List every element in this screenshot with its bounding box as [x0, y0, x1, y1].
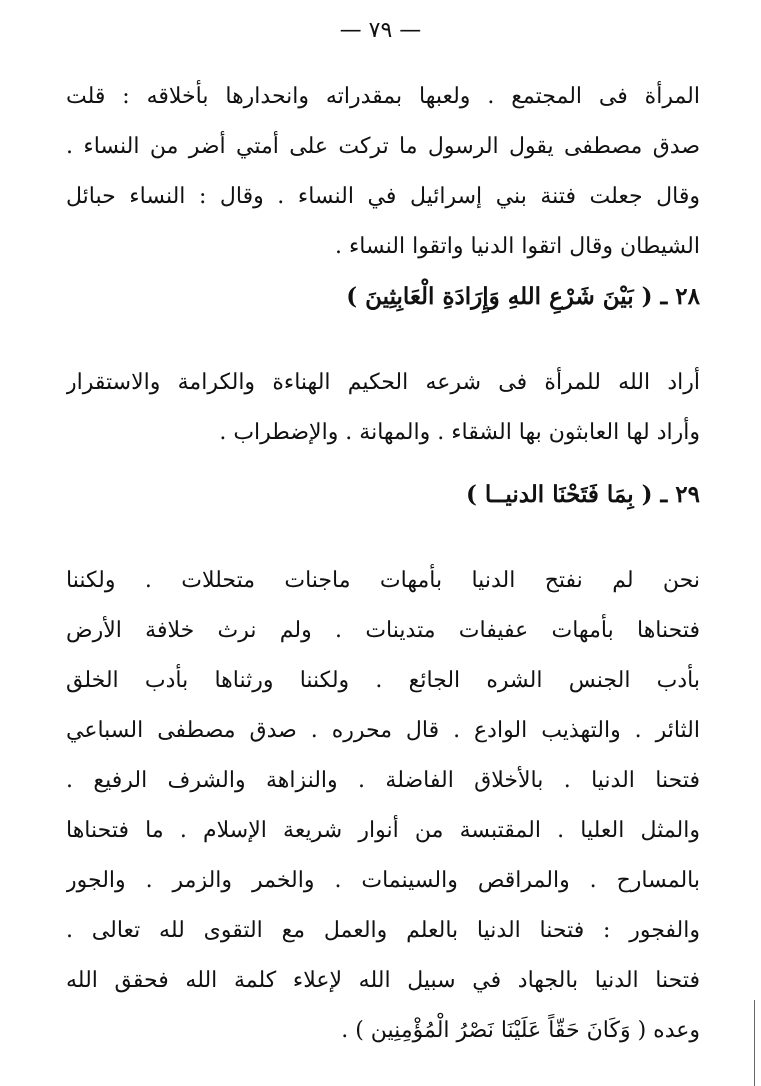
section-heading-29: ٢٩ ـ ( بِمَا فَتَحْنَا الدنيــا ) [466, 481, 700, 508]
text-line: المرأة فى المجتمع . ولعبها بمقدراته وانحدارها بأخلاقه : قلت [66, 84, 700, 109]
text-line: والفجور : فتحنا الدنيا بالعلم والعمل مع التقوى لله تعالى . [66, 918, 700, 943]
text-line: بأدب الجنس الشره الجائع . ولكننا ورثناها بأدب الخلق [66, 668, 700, 693]
text-line: وأراد لها العابثون بها الشقاء . والمهانة . والإضطراب . [219, 420, 700, 445]
text-line: أراد الله للمرأة فى شرعه الحكيم الهناءة والكرامة والاستقرار [66, 370, 700, 395]
text-line: وعده ( وَكَانَ حَقّاً عَلَيْنَا نَصْرُ الْمُؤْمِنِين ) . [341, 1018, 700, 1043]
text-line: الشيطان وقال اتقوا الدنيا واتقوا النساء . [334, 234, 700, 259]
text-line: صدق مصطفى يقول الرسول ما تركت على أمتي أضر من النساء . [66, 134, 700, 159]
text-line: فتحناها بأمهات عفيفات متدينات . ولم نرث خلافة الأرض [66, 618, 700, 643]
text-line: بالمسارح . والمراقص والسينمات . والخمر والزمر . والجور [66, 868, 700, 893]
section-heading-28: ٢٨ ـ ( بَيْنَ شَرْعِ اللهِ وَإِرَادَةِ الْعَابِثِينَ ) [346, 283, 700, 310]
paragraph-2 [66, 358, 700, 458]
text-line: الثائر . والتهذيب الوادع . قال محرره . صدق مصطفى السباعي [66, 718, 700, 743]
paragraph-3 [66, 556, 700, 1056]
text-line: فتحنا الدنيا . بالأخلاق الفاضلة . والنزاهة والشرف الرفيع . [66, 768, 700, 793]
page-number: — ٧٩ — [339, 18, 422, 43]
paragraph-1 [66, 72, 700, 272]
text-line: فتحنا الدنيا بالجهاد في سبيل الله لإعلاء كلمة الله فحقق الله [66, 968, 700, 993]
text-line: نحن لم نفتح الدنيا بأمهات ماجنات متحللات . ولكننا [66, 568, 700, 593]
page-body [66, 72, 700, 1056]
page-edge-line [754, 1000, 755, 1086]
text-line: والمثل العليا . المقتبسة من أنوار شريعة الإسلام . ما فتحناها [66, 818, 700, 843]
text-line: وقال جعلت فتنة بني إسرائيل في النساء . وقال : النساء حبائل [66, 184, 700, 209]
